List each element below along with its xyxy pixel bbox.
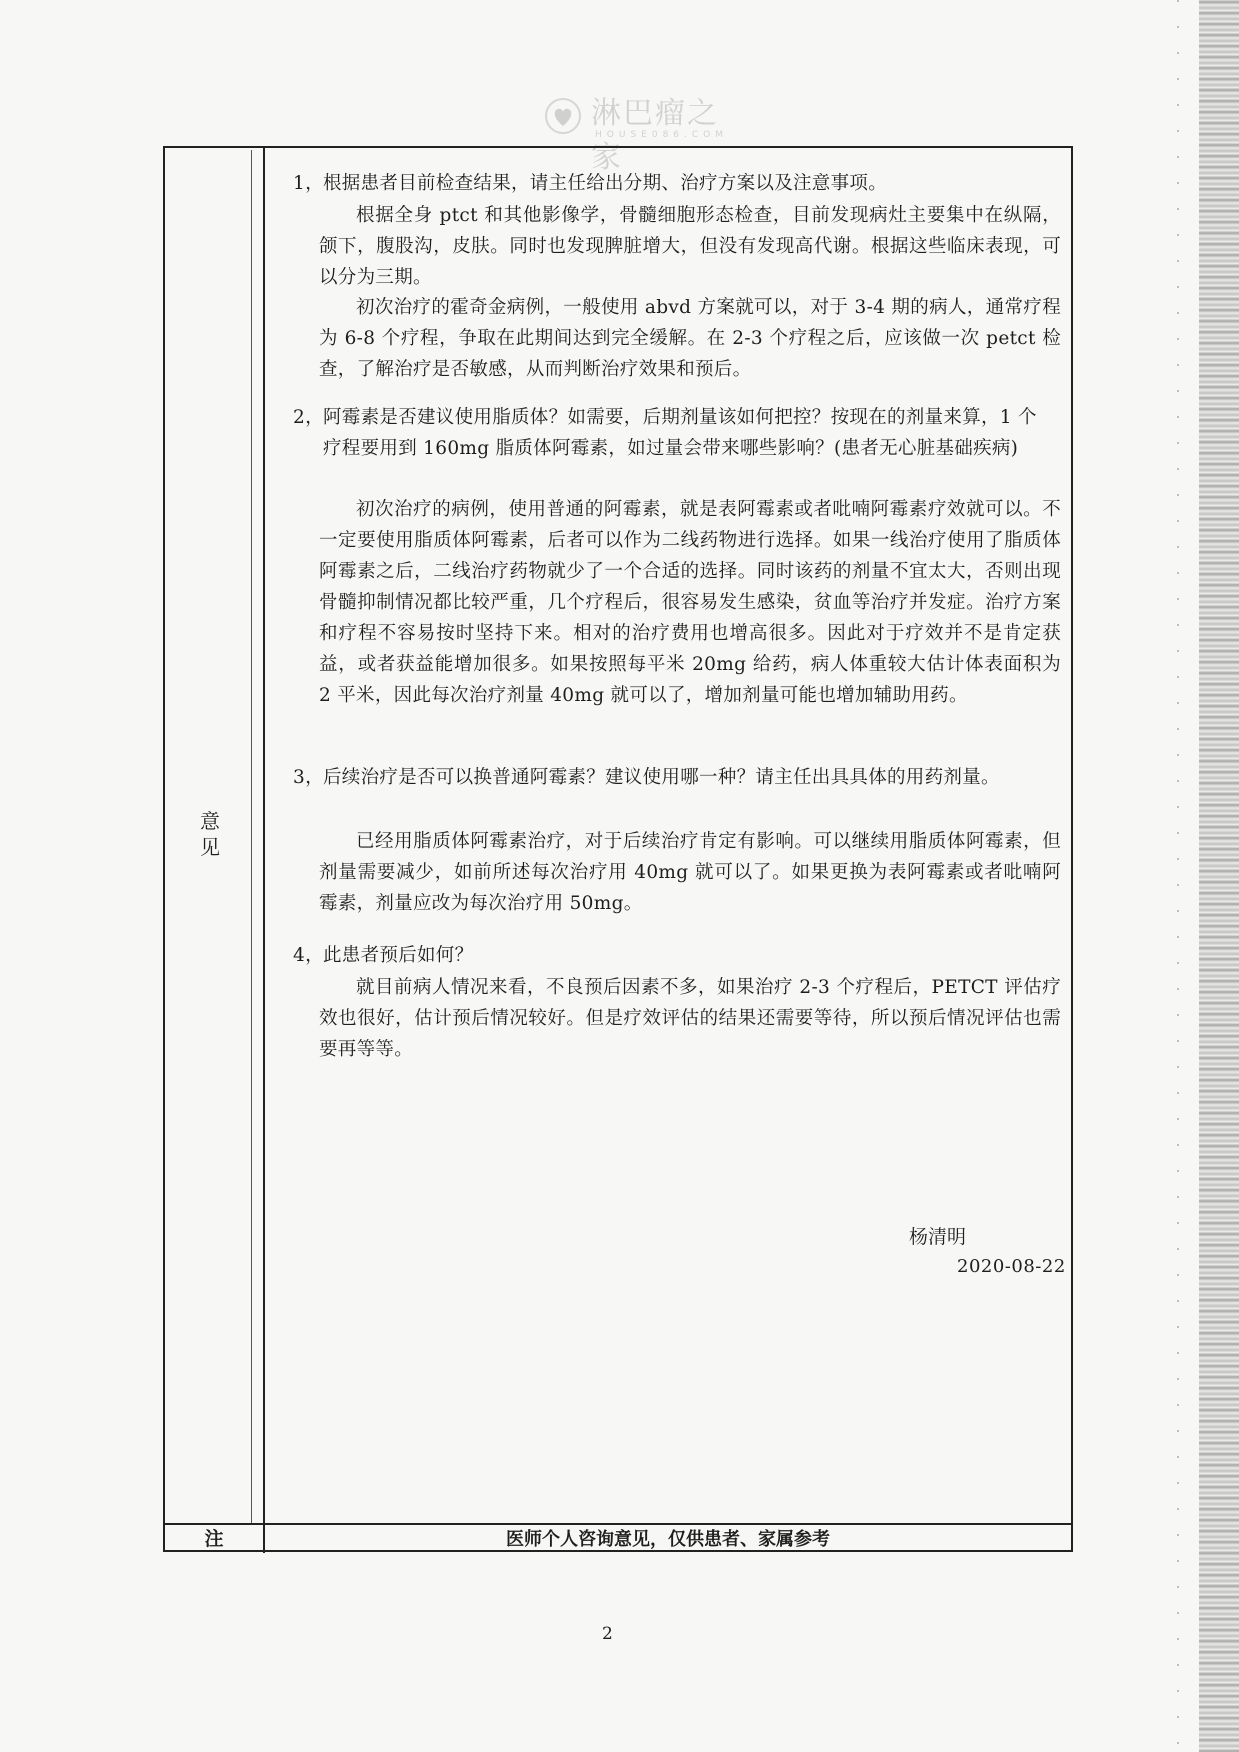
row-divider [165, 1523, 1071, 1525]
question-1 [293, 168, 1053, 199]
question-text: 后续治疗是否可以换普通阿霉素？建议使用哪一种？请主任出具具体的用药剂量。 [323, 767, 1000, 788]
question-number: 1， [293, 173, 324, 194]
question-2 [293, 402, 1053, 464]
heart-icon [545, 96, 581, 136]
opinion-content [265, 148, 1071, 1523]
watermark-name: 淋巴瘤之家 [591, 96, 719, 175]
scan-dot-line [1177, 0, 1179, 1752]
question-text: 此患者预后如何？ [323, 945, 474, 966]
question-number: 2， [293, 407, 324, 428]
answer-3-1: 已经用脂质体阿霉素治疗，对于后续治疗肯定有影响。可以继续用脂质体阿霉素，但剂量需要减少，如前所述每次治疗用 40mg 就可以了。如果更换为表阿霉素或者吡喃阿霉素，剂量应改为每次治疗用 50mg。 [319, 831, 1061, 914]
signature-date: 2020-08-22 [957, 1256, 1066, 1277]
question-3 [293, 762, 1053, 793]
scan-edge-artifact [1199, 0, 1239, 1752]
question-number: 3， [293, 767, 324, 788]
column-divider-thin [251, 150, 252, 1525]
note-label: 注 [204, 1528, 224, 1550]
question-number: 4， [293, 945, 324, 966]
note-text: 医师个人咨询意见，仅供患者、家属参考 [506, 1529, 830, 1550]
watermark-logo [535, 84, 735, 175]
question-text: 根据患者目前检查结果，请主任给出分期、治疗方案以及注意事项。 [323, 173, 888, 194]
question-4 [293, 940, 1053, 971]
signature-name: 杨清明 [909, 1226, 967, 1248]
answer-4-1: 就目前病人情况来看，不良预后因素不多，如果治疗 2-3 个疗程后，PETCT 评估疗效也很好，估计预后情况较好。但是疗效评估的结果还需要等待，所以预后情况评估也需要再等等。 [319, 977, 1061, 1060]
opinion-table [163, 146, 1073, 1552]
answer-1-1: 根据全身 ptct 和其他影像学，骨髓细胞形态检查，目前发现病灶主要集中在纵隔，颌下，腹股沟，皮肤。同时也发现脾脏增大，但没有发现高代谢。根据这些临床表现，可以分为三期。 [319, 205, 1061, 288]
answer-1-2: 初次治疗的霍奇金病例，一般使用 abvd 方案就可以，对于 3-4 期的病人，通常疗程为 6-8 个疗程，争取在此期间达到完全缓解。在 2-3 个疗程之后，应该做一次 petct 检查，了解治疗是否敏感，从而判断治疗效果和预后。 [319, 297, 1061, 380]
page-number: 2 [602, 1624, 613, 1644]
answer-2-1: 初次治疗的病例，使用普通的阿霉素，就是表阿霉素或者吡喃阿霉素疗效就可以。不一定要使用脂质体阿霉素，后者可以作为二线药物进行选择。如果一线治疗使用了脂质体阿霉素之后，二线治疗药物就少了一个合适的选择。同时该药的剂量不宜太大，否则出现骨髓抑制情况都比较严重，几个疗程后，很容易发生感染，贫血等治疗并发症。治疗方案和疗程不容易按时坚持下来。相对的治疗费用也增高很多。因此对于疗效并不是肯定获益，或者获益能增加很多。如果按照每平米 20mg 给药，病人体重较大估计体表面积为 2 平米，因此每次治疗剂量 40mg 就可以了，增加剂量可能也增加辅助用药。 [319, 499, 1061, 706]
watermark-sub: HOUSE086.COM [595, 130, 729, 140]
opinion-label: 意见 [200, 809, 220, 859]
question-text: 阿霉素是否建议使用脂质体？如需要，后期剂量该如何把控？按现在的剂量来算，1 个疗程要用到 160mg 脂质体阿霉素，如过量会带来哪些影响？(患者无心脏基础疾病) [323, 407, 1037, 459]
